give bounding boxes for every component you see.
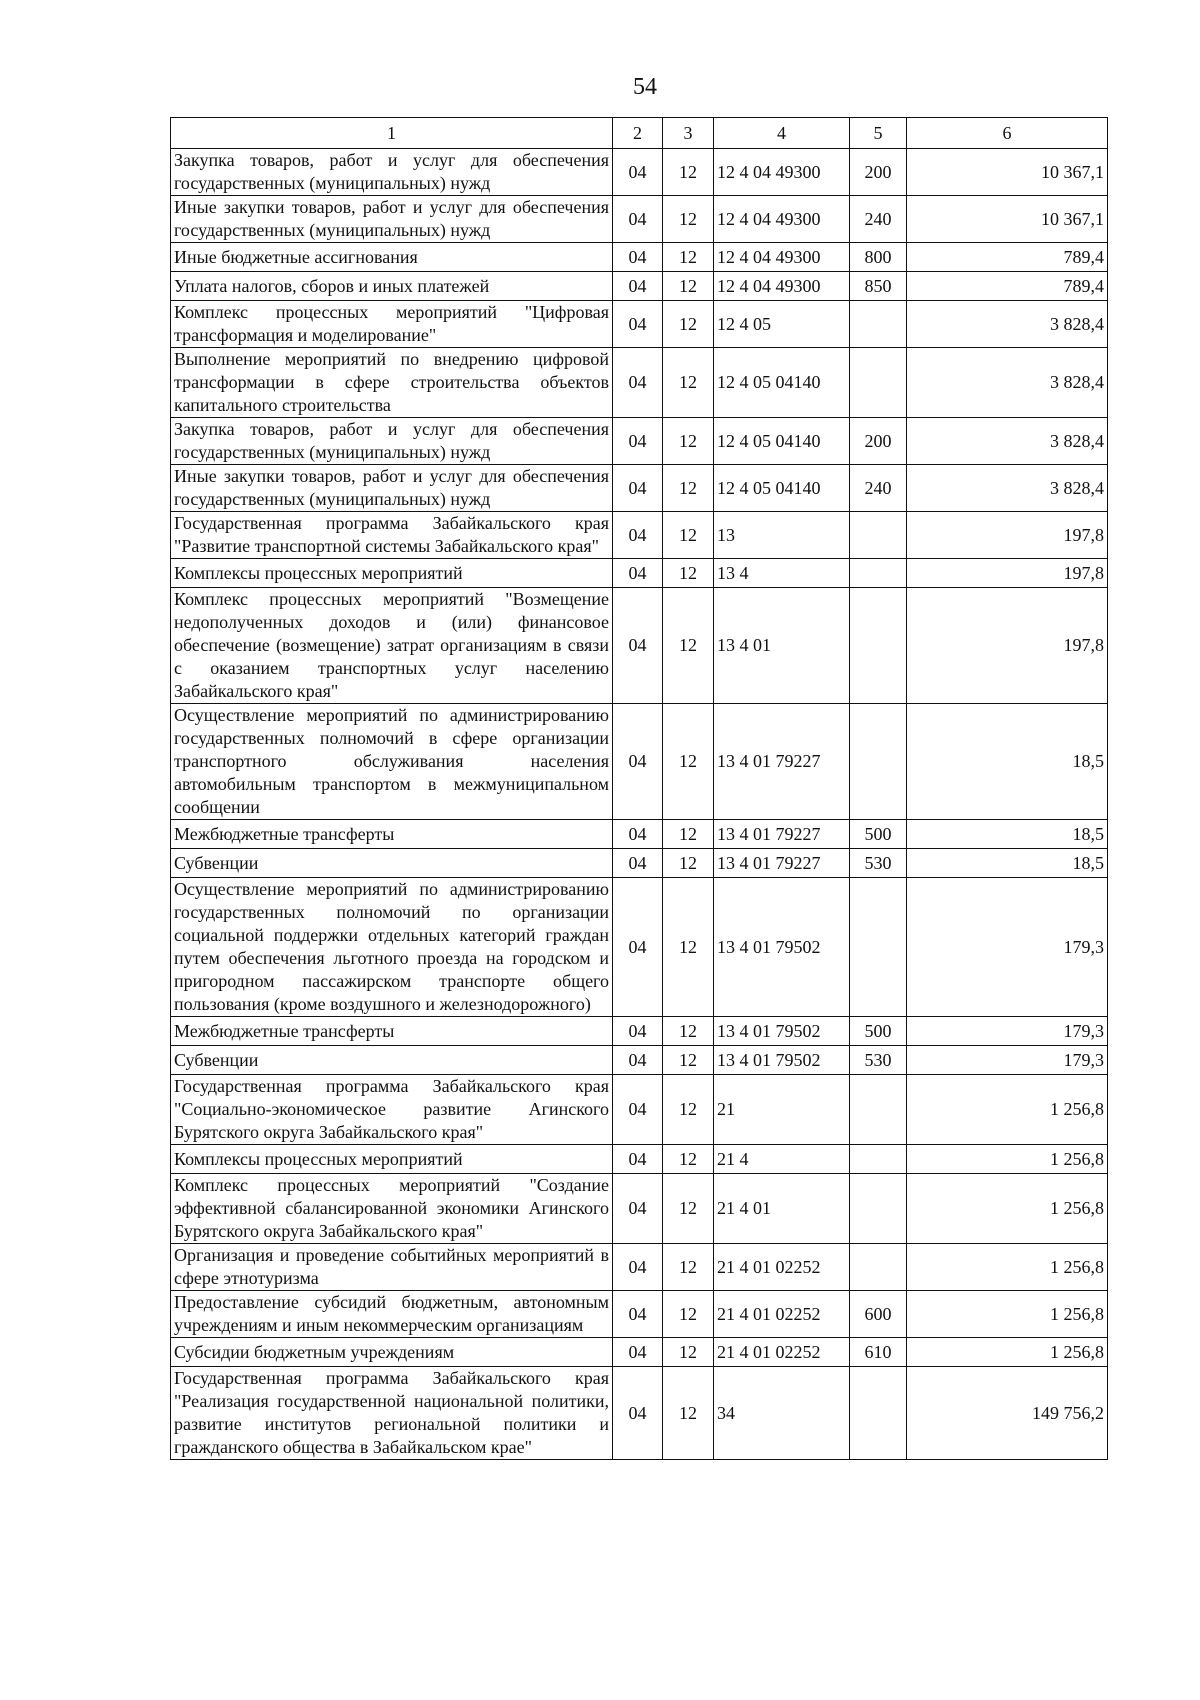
row-amount: 3 828,4 bbox=[907, 348, 1108, 418]
table-row bbox=[171, 849, 1108, 878]
row-expense-type bbox=[850, 588, 907, 704]
row-expense-type bbox=[850, 878, 907, 1017]
row-subsection: 12 bbox=[663, 1244, 714, 1291]
row-expense-type bbox=[850, 704, 907, 820]
table-row bbox=[171, 1367, 1108, 1460]
row-name: Комплексы процессных мероприятий bbox=[171, 1145, 613, 1174]
row-name: Комплекс процессных мероприятий "Создание эффективной сбалансированной экономики Агинского Бурятского округа Забайкальского края" bbox=[171, 1174, 613, 1244]
row-section: 04 bbox=[613, 1244, 663, 1291]
table-row bbox=[171, 149, 1108, 196]
row-amount: 10 367,1 bbox=[907, 149, 1108, 196]
row-name: Субсидии бюджетным учреждениям bbox=[171, 1338, 613, 1367]
row-subsection: 12 bbox=[663, 1145, 714, 1174]
row-target-code: 13 4 01 79227 bbox=[714, 820, 850, 849]
table-row bbox=[171, 1174, 1108, 1244]
row-expense-type: 800 bbox=[850, 243, 907, 272]
table-row bbox=[171, 559, 1108, 588]
row-expense-type: 240 bbox=[850, 465, 907, 512]
row-target-code: 12 4 05 bbox=[714, 301, 850, 348]
header-col-4: 4 bbox=[714, 118, 850, 149]
row-target-code: 21 bbox=[714, 1075, 850, 1145]
row-expense-type bbox=[850, 1244, 907, 1291]
row-subsection: 12 bbox=[663, 243, 714, 272]
table-header-row bbox=[171, 118, 1108, 149]
row-target-code: 13 4 01 79227 bbox=[714, 849, 850, 878]
row-name: Субвенции bbox=[171, 849, 613, 878]
row-name: Комплексы процессных мероприятий bbox=[171, 559, 613, 588]
row-amount: 197,8 bbox=[907, 588, 1108, 704]
table-row bbox=[171, 418, 1108, 465]
row-expense-type: 500 bbox=[850, 820, 907, 849]
row-amount: 789,4 bbox=[907, 243, 1108, 272]
row-name: Межбюджетные трансферты bbox=[171, 1017, 613, 1046]
row-subsection: 12 bbox=[663, 1291, 714, 1338]
table-row bbox=[171, 1017, 1108, 1046]
row-section: 04 bbox=[613, 1291, 663, 1338]
row-target-code: 13 4 bbox=[714, 559, 850, 588]
row-target-code: 13 bbox=[714, 512, 850, 559]
row-section: 04 bbox=[613, 348, 663, 418]
row-section: 04 bbox=[613, 849, 663, 878]
row-section: 04 bbox=[613, 243, 663, 272]
row-subsection: 12 bbox=[663, 1046, 714, 1075]
row-target-code: 12 4 04 49300 bbox=[714, 243, 850, 272]
table-row bbox=[171, 704, 1108, 820]
row-expense-type bbox=[850, 348, 907, 418]
row-name: Выполнение мероприятий по внедрению цифровой трансформации в сфере строительства объектов капитального строительства bbox=[171, 348, 613, 418]
row-name: Уплата налогов, сборов и иных платежей bbox=[171, 272, 613, 301]
row-amount: 179,3 bbox=[907, 1046, 1108, 1075]
row-name: Осуществление мероприятий по администрированию государственных полномочий в сфере организации транспортного обслуживания населения автомобильным транспортом в межмуниципальном сообщении bbox=[171, 704, 613, 820]
row-subsection: 12 bbox=[663, 149, 714, 196]
row-name: Иные бюджетные ассигнования bbox=[171, 243, 613, 272]
row-expense-type bbox=[850, 1174, 907, 1244]
table-row bbox=[171, 1338, 1108, 1367]
header-col-6: 6 bbox=[907, 118, 1108, 149]
row-subsection: 12 bbox=[663, 1017, 714, 1046]
table-row bbox=[171, 820, 1108, 849]
row-section: 04 bbox=[613, 1075, 663, 1145]
row-amount: 3 828,4 bbox=[907, 418, 1108, 465]
row-expense-type bbox=[850, 1367, 907, 1460]
row-expense-type bbox=[850, 559, 907, 588]
row-section: 04 bbox=[613, 588, 663, 704]
row-subsection: 12 bbox=[663, 559, 714, 588]
row-target-code: 21 4 bbox=[714, 1145, 850, 1174]
row-section: 04 bbox=[613, 1145, 663, 1174]
row-subsection: 12 bbox=[663, 272, 714, 301]
row-name: Комплекс процессных мероприятий "Возмещение недополученных доходов и (или) финансовое обеспечение (возмещение) затрат организациям в связи с оказанием транспортных услуг населению Забайкальского края" bbox=[171, 588, 613, 704]
row-amount: 1 256,8 bbox=[907, 1244, 1108, 1291]
row-expense-type: 610 bbox=[850, 1338, 907, 1367]
row-amount: 1 256,8 bbox=[907, 1291, 1108, 1338]
row-name: Государственная программа Забайкальского края "Реализация государственной национальной политики, развитие институтов региональной политики и гражданского общества в Забайкальском крае" bbox=[171, 1367, 613, 1460]
row-subsection: 12 bbox=[663, 348, 714, 418]
page-number: 54 bbox=[633, 74, 657, 100]
row-section: 04 bbox=[613, 1338, 663, 1367]
row-subsection: 12 bbox=[663, 196, 714, 243]
row-section: 04 bbox=[613, 559, 663, 588]
row-section: 04 bbox=[613, 465, 663, 512]
row-target-code: 13 4 01 79502 bbox=[714, 1017, 850, 1046]
budget-table bbox=[170, 117, 1108, 1460]
row-target-code: 21 4 01 02252 bbox=[714, 1291, 850, 1338]
row-target-code: 13 4 01 79502 bbox=[714, 878, 850, 1017]
row-expense-type: 200 bbox=[850, 149, 907, 196]
table-row bbox=[171, 1046, 1108, 1075]
table-row bbox=[171, 243, 1108, 272]
row-subsection: 12 bbox=[663, 704, 714, 820]
row-name: Закупка товаров, работ и услуг для обеспечения государственных (муниципальных) нужд bbox=[171, 149, 613, 196]
row-name: Организация и проведение событийных мероприятий в сфере этнотуризма bbox=[171, 1244, 613, 1291]
row-amount: 10 367,1 bbox=[907, 196, 1108, 243]
row-amount: 179,3 bbox=[907, 1017, 1108, 1046]
row-amount: 1 256,8 bbox=[907, 1338, 1108, 1367]
row-target-code: 13 4 01 79227 bbox=[714, 704, 850, 820]
row-name: Осуществление мероприятий по администрированию государственных полномочий по организации социальной поддержки отдельных категорий граждан путем обеспечения льготного проезда на городском и пригородном пассажирском транспорте общего пользования (кроме воздушного и железнодорожного) bbox=[171, 878, 613, 1017]
table-row bbox=[171, 301, 1108, 348]
row-target-code: 13 4 01 79502 bbox=[714, 1046, 850, 1075]
row-subsection: 12 bbox=[663, 878, 714, 1017]
table-row bbox=[171, 272, 1108, 301]
row-amount: 1 256,8 bbox=[907, 1145, 1108, 1174]
row-expense-type: 850 bbox=[850, 272, 907, 301]
row-section: 04 bbox=[613, 1367, 663, 1460]
row-expense-type: 200 bbox=[850, 418, 907, 465]
row-target-code: 13 4 01 bbox=[714, 588, 850, 704]
row-subsection: 12 bbox=[663, 1367, 714, 1460]
row-target-code: 12 4 05 04140 bbox=[714, 465, 850, 512]
table-row bbox=[171, 1244, 1108, 1291]
row-subsection: 12 bbox=[663, 512, 714, 559]
header-col-1: 1 bbox=[171, 118, 613, 149]
row-section: 04 bbox=[613, 1017, 663, 1046]
row-subsection: 12 bbox=[663, 1174, 714, 1244]
row-target-code: 34 bbox=[714, 1367, 850, 1460]
row-amount: 18,5 bbox=[907, 849, 1108, 878]
table-row bbox=[171, 1145, 1108, 1174]
row-target-code: 12 4 05 04140 bbox=[714, 348, 850, 418]
row-expense-type bbox=[850, 1075, 907, 1145]
row-name: Государственная программа Забайкальского края "Развитие транспортной системы Забайкальского края" bbox=[171, 512, 613, 559]
row-amount: 197,8 bbox=[907, 512, 1108, 559]
row-expense-type bbox=[850, 1145, 907, 1174]
table-row bbox=[171, 588, 1108, 704]
row-target-code: 12 4 04 49300 bbox=[714, 196, 850, 243]
row-section: 04 bbox=[613, 272, 663, 301]
header-col-3: 3 bbox=[663, 118, 714, 149]
row-name: Государственная программа Забайкальского края "Социально-экономическое развитие Агинского Бурятского округа Забайкальского края" bbox=[171, 1075, 613, 1145]
row-subsection: 12 bbox=[663, 849, 714, 878]
row-expense-type: 530 bbox=[850, 1046, 907, 1075]
row-subsection: 12 bbox=[663, 1075, 714, 1145]
row-target-code: 21 4 01 bbox=[714, 1174, 850, 1244]
row-expense-type: 600 bbox=[850, 1291, 907, 1338]
row-expense-type: 530 bbox=[850, 849, 907, 878]
table-row bbox=[171, 512, 1108, 559]
table-row bbox=[171, 1075, 1108, 1145]
row-subsection: 12 bbox=[663, 418, 714, 465]
row-subsection: 12 bbox=[663, 1338, 714, 1367]
table-row bbox=[171, 878, 1108, 1017]
row-amount: 18,5 bbox=[907, 820, 1108, 849]
row-name: Иные закупки товаров, работ и услуг для обеспечения государственных (муниципальных) нужд bbox=[171, 196, 613, 243]
row-target-code: 12 4 04 49300 bbox=[714, 272, 850, 301]
table-row bbox=[171, 348, 1108, 418]
row-amount: 3 828,4 bbox=[907, 465, 1108, 512]
row-amount: 1 256,8 bbox=[907, 1075, 1108, 1145]
row-amount: 149 756,2 bbox=[907, 1367, 1108, 1460]
header-col-2: 2 bbox=[613, 118, 663, 149]
row-amount: 1 256,8 bbox=[907, 1174, 1108, 1244]
row-name: Закупка товаров, работ и услуг для обеспечения государственных (муниципальных) нужд bbox=[171, 418, 613, 465]
row-amount: 18,5 bbox=[907, 704, 1108, 820]
row-subsection: 12 bbox=[663, 301, 714, 348]
row-subsection: 12 bbox=[663, 588, 714, 704]
row-section: 04 bbox=[613, 149, 663, 196]
row-section: 04 bbox=[613, 1174, 663, 1244]
table-row bbox=[171, 196, 1108, 243]
row-amount: 179,3 bbox=[907, 878, 1108, 1017]
row-expense-type: 240 bbox=[850, 196, 907, 243]
row-name: Иные закупки товаров, работ и услуг для обеспечения государственных (муниципальных) нужд bbox=[171, 465, 613, 512]
row-expense-type bbox=[850, 301, 907, 348]
row-name: Предоставление субсидий бюджетным, автономным учреждениям и иным некоммерческим организациям bbox=[171, 1291, 613, 1338]
row-section: 04 bbox=[613, 704, 663, 820]
row-target-code: 21 4 01 02252 bbox=[714, 1338, 850, 1367]
row-subsection: 12 bbox=[663, 465, 714, 512]
row-section: 04 bbox=[613, 1046, 663, 1075]
row-section: 04 bbox=[613, 418, 663, 465]
table-row bbox=[171, 1291, 1108, 1338]
row-amount: 789,4 bbox=[907, 272, 1108, 301]
row-target-code: 12 4 04 49300 bbox=[714, 149, 850, 196]
header-col-5: 5 bbox=[850, 118, 907, 149]
row-target-code: 12 4 05 04140 bbox=[714, 418, 850, 465]
row-section: 04 bbox=[613, 196, 663, 243]
row-amount: 3 828,4 bbox=[907, 301, 1108, 348]
table-row bbox=[171, 465, 1108, 512]
row-expense-type: 500 bbox=[850, 1017, 907, 1046]
row-section: 04 bbox=[613, 878, 663, 1017]
row-expense-type bbox=[850, 512, 907, 559]
row-target-code: 21 4 01 02252 bbox=[714, 1244, 850, 1291]
row-amount: 197,8 bbox=[907, 559, 1108, 588]
row-name: Комплекс процессных мероприятий "Цифровая трансформация и моделирование" bbox=[171, 301, 613, 348]
row-name: Субвенции bbox=[171, 1046, 613, 1075]
row-section: 04 bbox=[613, 820, 663, 849]
row-section: 04 bbox=[613, 301, 663, 348]
row-name: Межбюджетные трансферты bbox=[171, 820, 613, 849]
row-subsection: 12 bbox=[663, 820, 714, 849]
row-section: 04 bbox=[613, 512, 663, 559]
